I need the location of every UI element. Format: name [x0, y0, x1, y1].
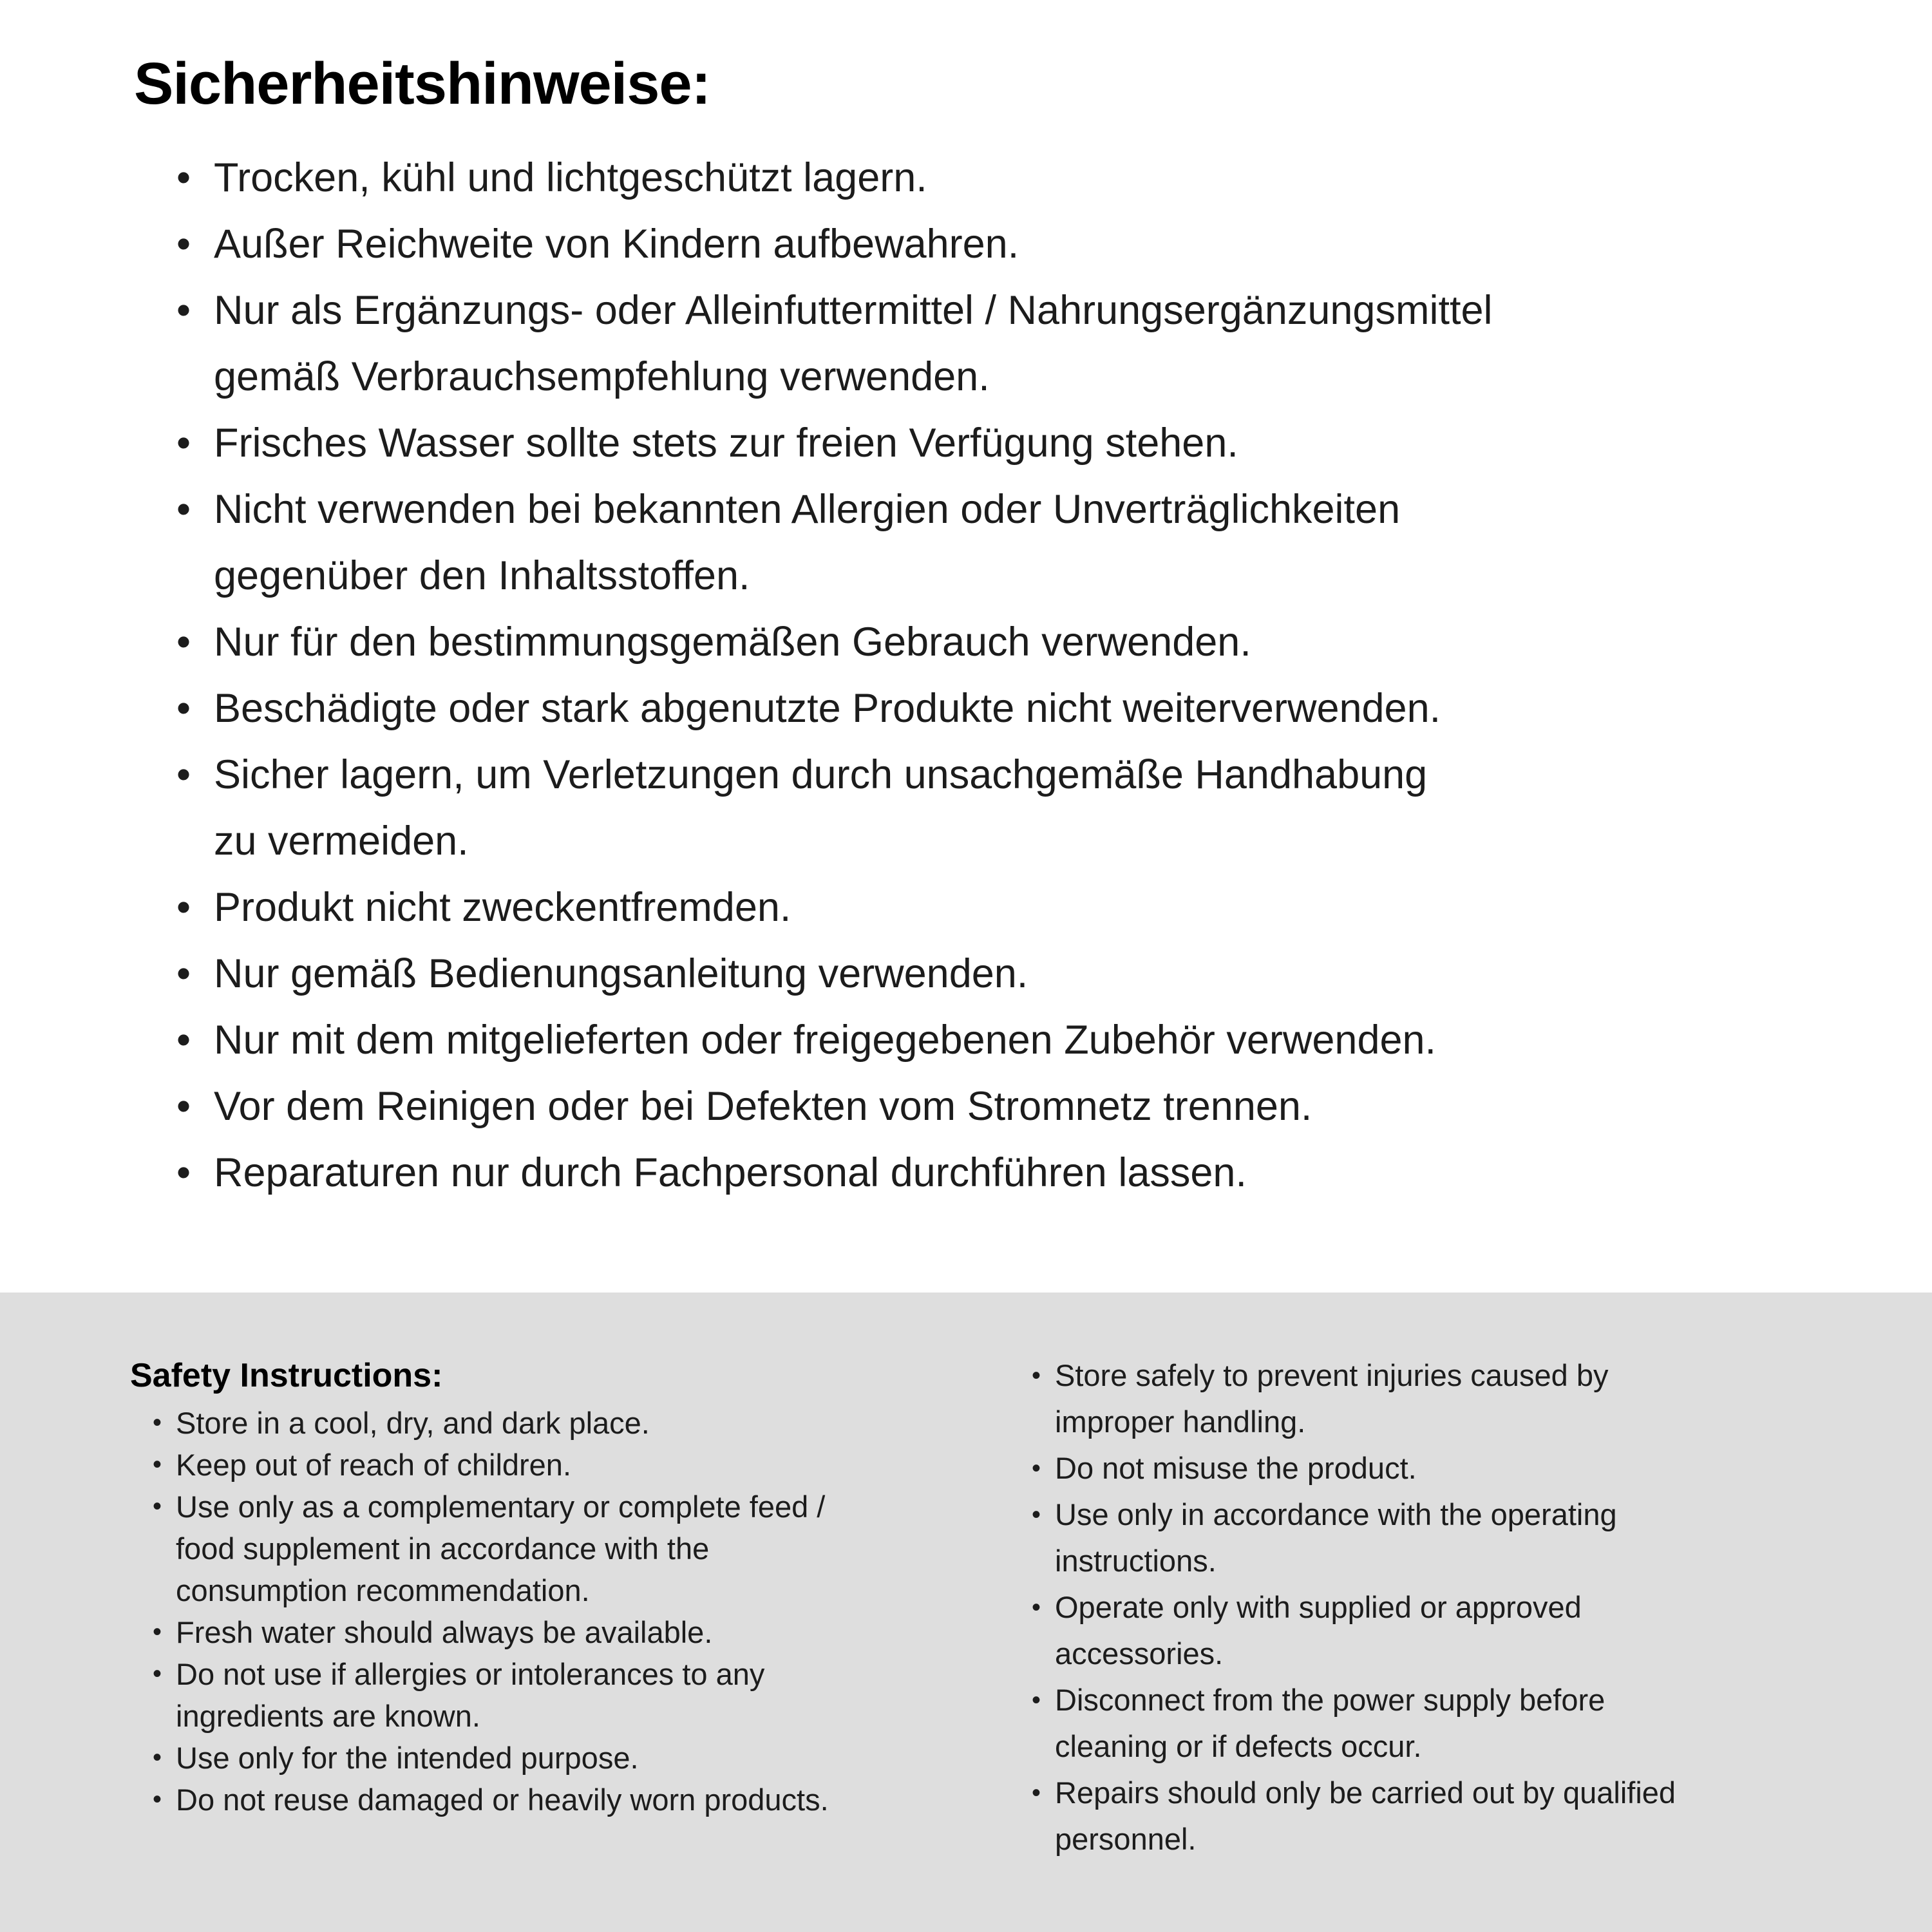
bullet-text: food supplement in accordance with the [176, 1531, 710, 1566]
bullet-icon: • [176, 1084, 191, 1129]
bullet-text: Außer Reichweite von Kindern aufbewahren. [214, 222, 1019, 267]
bullet-text: Repairs should only be carried out by qualified [1055, 1776, 1676, 1810]
bullet-icon: • [176, 155, 191, 200]
english-left-column [151, 1402, 1021, 1821]
bullet-icon: • [176, 421, 191, 466]
bullet-text: Sicher lagern, um Verletzungen durch unsachgemäße Handhabung [214, 752, 1428, 797]
list-item [173, 278, 1899, 410]
bullet-icon: • [176, 487, 191, 532]
bullet-icon: • [153, 1743, 162, 1772]
bullet-icon: • [176, 1150, 191, 1195]
bullet-icon: • [1032, 1686, 1041, 1714]
list-item [151, 1611, 1021, 1653]
english-right-column [1030, 1352, 1887, 1862]
english-section [0, 1293, 1932, 1932]
bullet-text: Reparaturen nur durch Fachpersonal durchführen lassen. [214, 1150, 1247, 1195]
list-item [1030, 1584, 1887, 1677]
english-section-title: Safety Instructions: [130, 1357, 443, 1394]
bullet-icon: • [176, 951, 191, 996]
list-item [173, 941, 1899, 1007]
bullet-icon: • [176, 1018, 191, 1063]
bullet-text: cleaning or if defects occur. [1055, 1729, 1422, 1763]
bullet-text: gegenüber den Inhaltsstoffen. [214, 553, 750, 598]
list-item [151, 1737, 1021, 1779]
list-item [151, 1444, 1021, 1486]
bullet-text: improper handling. [1055, 1405, 1306, 1439]
list-item [173, 211, 1899, 278]
bullet-text: consumption recommendation. [176, 1573, 590, 1607]
bullet-text: Beschädigte oder stark abgenutzte Produkte nicht weiterverwenden. [214, 686, 1441, 731]
bullet-text: Nicht verwenden bei bekannten Allergien oder Unverträglichkeiten [214, 487, 1401, 532]
list-item [173, 1074, 1899, 1140]
bullet-text: Store safely to prevent injuries caused by [1055, 1358, 1609, 1392]
german-section-title: Sicherheitshinweise: [134, 51, 711, 117]
list-item [1030, 1770, 1887, 1862]
list-item [151, 1486, 1021, 1611]
bullet-icon: • [153, 1408, 162, 1437]
bullet-icon: • [153, 1785, 162, 1814]
bullet-text: Trocken, kühl und lichtgeschützt lagern. [214, 155, 927, 200]
list-item [173, 410, 1899, 477]
list-item [173, 875, 1899, 941]
bullet-icon: • [1032, 1361, 1041, 1390]
bullet-text: Vor dem Reinigen oder bei Defekten vom Stromnetz trennen. [214, 1084, 1312, 1129]
bullet-text: Do not misuse the product. [1055, 1451, 1417, 1485]
bullet-icon: • [153, 1618, 162, 1646]
bullet-text: Nur als Ergänzungs- oder Alleinfuttermittel / Nahrungsergänzungsmittel [214, 288, 1493, 333]
bullet-text: accessories. [1055, 1636, 1224, 1671]
bullet-text: instructions. [1055, 1544, 1217, 1578]
bullet-text: ingredients are known. [176, 1699, 480, 1733]
bullet-text: Use only as a complementary or complete feed / [176, 1490, 826, 1524]
bullet-icon: • [176, 620, 191, 665]
bullet-icon: • [176, 752, 191, 797]
list-item [173, 1007, 1899, 1074]
bullet-text: zu vermeiden. [214, 819, 469, 864]
list-item [151, 1653, 1021, 1737]
bullet-text: personnel. [1055, 1822, 1197, 1856]
bullet-icon: • [153, 1492, 162, 1520]
bullet-icon: • [176, 686, 191, 731]
list-item [173, 1140, 1899, 1206]
bullet-icon: • [176, 885, 191, 930]
bullet-text: Nur gemäß Bedienungsanleitung verwenden. [214, 951, 1028, 996]
list-item [173, 676, 1899, 742]
bullet-text: Do not reuse damaged or heavily worn products. [176, 1783, 829, 1817]
bullet-icon: • [1032, 1779, 1041, 1807]
list-item [1030, 1445, 1887, 1492]
bullet-text: Fresh water should always be available. [176, 1615, 713, 1649]
bullet-text: Store in a cool, dry, and dark place. [176, 1406, 650, 1440]
bullet-text: Operate only with supplied or approved [1055, 1590, 1582, 1624]
bullet-text: Keep out of reach of children. [176, 1448, 572, 1482]
list-item [151, 1779, 1021, 1821]
list-item [1030, 1352, 1887, 1445]
bullet-text: Produkt nicht zweckentfremden. [214, 885, 791, 930]
list-item [173, 477, 1899, 609]
list-item [151, 1402, 1021, 1444]
list-item [173, 609, 1899, 676]
bullet-text: Use only in accordance with the operating [1055, 1497, 1617, 1531]
list-item [173, 742, 1899, 875]
list-item [173, 145, 1899, 211]
bullet-icon: • [153, 1450, 162, 1479]
list-item [1030, 1492, 1887, 1584]
bullet-text: Do not use if allergies or intolerances to any [176, 1657, 765, 1691]
bullet-icon: • [176, 288, 191, 333]
german-bullet-list [173, 145, 1899, 1206]
bullet-text: Disconnect from the power supply before [1055, 1683, 1605, 1717]
bullet-text: Frisches Wasser sollte stets zur freien Verfügung stehen. [214, 421, 1238, 466]
bullet-icon: • [176, 222, 191, 267]
bullet-icon: • [153, 1660, 162, 1688]
bullet-icon: • [1032, 1593, 1041, 1622]
bullet-text: Nur für den bestimmungsgemäßen Gebrauch verwenden. [214, 620, 1251, 665]
bullet-text: gemäß Verbrauchsempfehlung verwenden. [214, 354, 990, 399]
list-item [1030, 1677, 1887, 1770]
bullet-text: Use only for the intended purpose. [176, 1741, 639, 1775]
bullet-icon: • [1032, 1501, 1041, 1529]
bullet-icon: • [1032, 1454, 1041, 1482]
bullet-text: Nur mit dem mitgelieferten oder freigegebenen Zubehör verwenden. [214, 1018, 1437, 1063]
